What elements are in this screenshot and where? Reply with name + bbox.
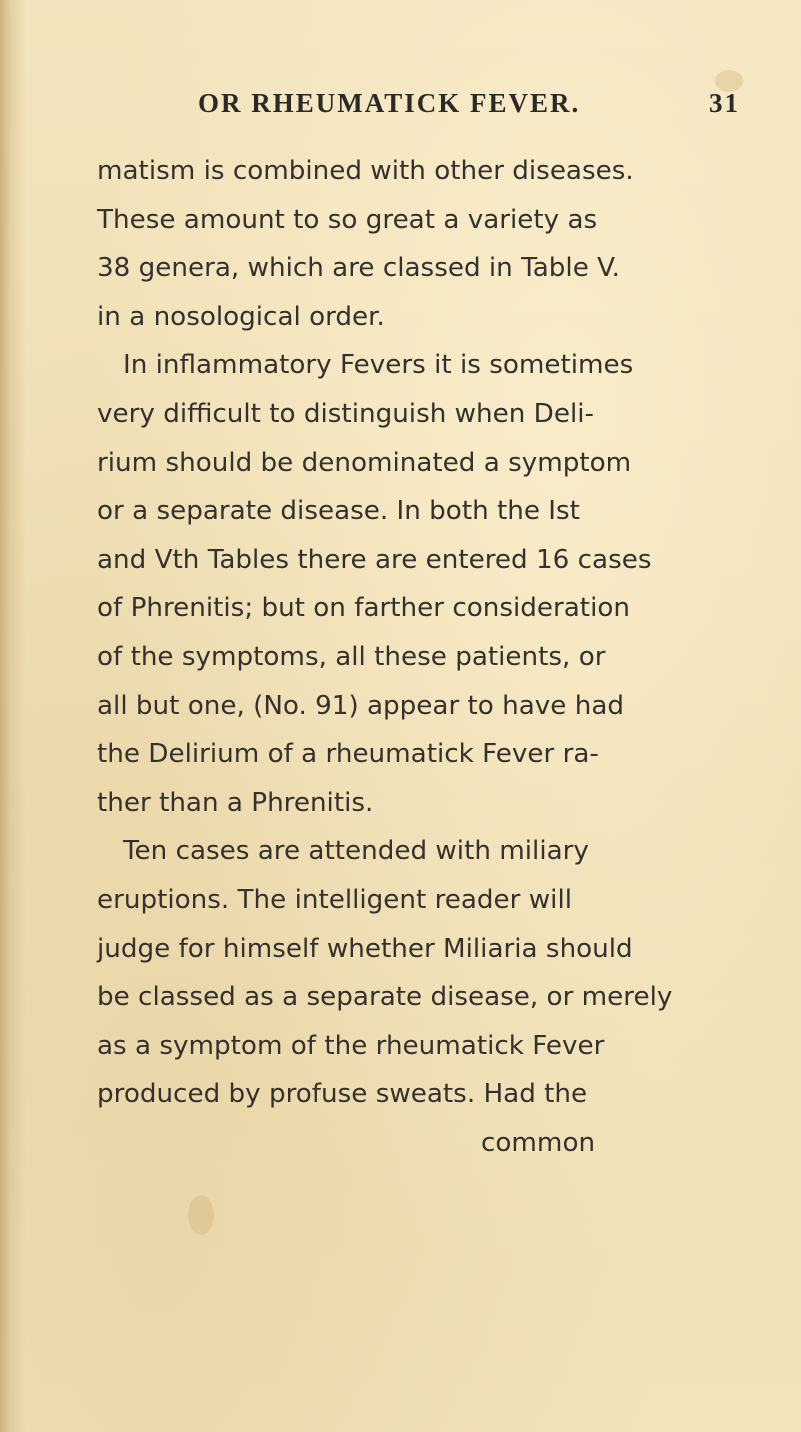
text-line: In inflammatory Fevers it is sometimes: [123, 350, 634, 381]
text-line: or a separate disease. In both the Ist: [97, 496, 580, 527]
text-line: ther than a Phrenitis.: [97, 787, 374, 818]
text-line: 38 genera, which are classed in Table V.: [97, 253, 621, 284]
page-gutter-shadow: [0, 0, 26, 1432]
paper-stain: [188, 1195, 214, 1235]
body-text: [97, 147, 673, 1167]
page-header: [190, 86, 750, 126]
text-line: be classed as a separate disease, or merely: [97, 982, 673, 1013]
text-line: the Delirium of a rheumatick Fever ra-: [97, 739, 599, 770]
text-line: in a nosological order.: [97, 301, 385, 332]
text-line: and Vth Tables there are entered 16 cases: [97, 544, 652, 575]
text-line: all but one, (No. 91) appear to have had: [97, 690, 624, 721]
text-line: eruptions. The intelligent reader will: [97, 884, 573, 915]
page-number: 31: [709, 88, 740, 118]
text-line: of Phrenitis; but on farther consideration: [97, 593, 630, 624]
text-line: as a symptom of the rheumatick Fever: [97, 1030, 605, 1061]
text-line: These amount to so great a variety as: [97, 204, 598, 235]
text-line: judge for himself whether Miliaria should: [97, 933, 633, 964]
text-line: produced by profuse sweats. Had the: [97, 1079, 588, 1110]
text-line: matism is combined with other diseases.: [97, 156, 634, 186]
text-line: rium should be denominated a symptom: [97, 447, 632, 478]
text-line: of the symptoms, all these patients, or: [97, 641, 606, 672]
text-line: very difficult to distinguish when Deli-: [97, 398, 594, 429]
running-title: OR RHEUMATICK FEVER.: [198, 88, 581, 118]
catchword: common: [481, 1127, 596, 1158]
text-line: Ten cases are attended with miliary: [123, 836, 589, 867]
